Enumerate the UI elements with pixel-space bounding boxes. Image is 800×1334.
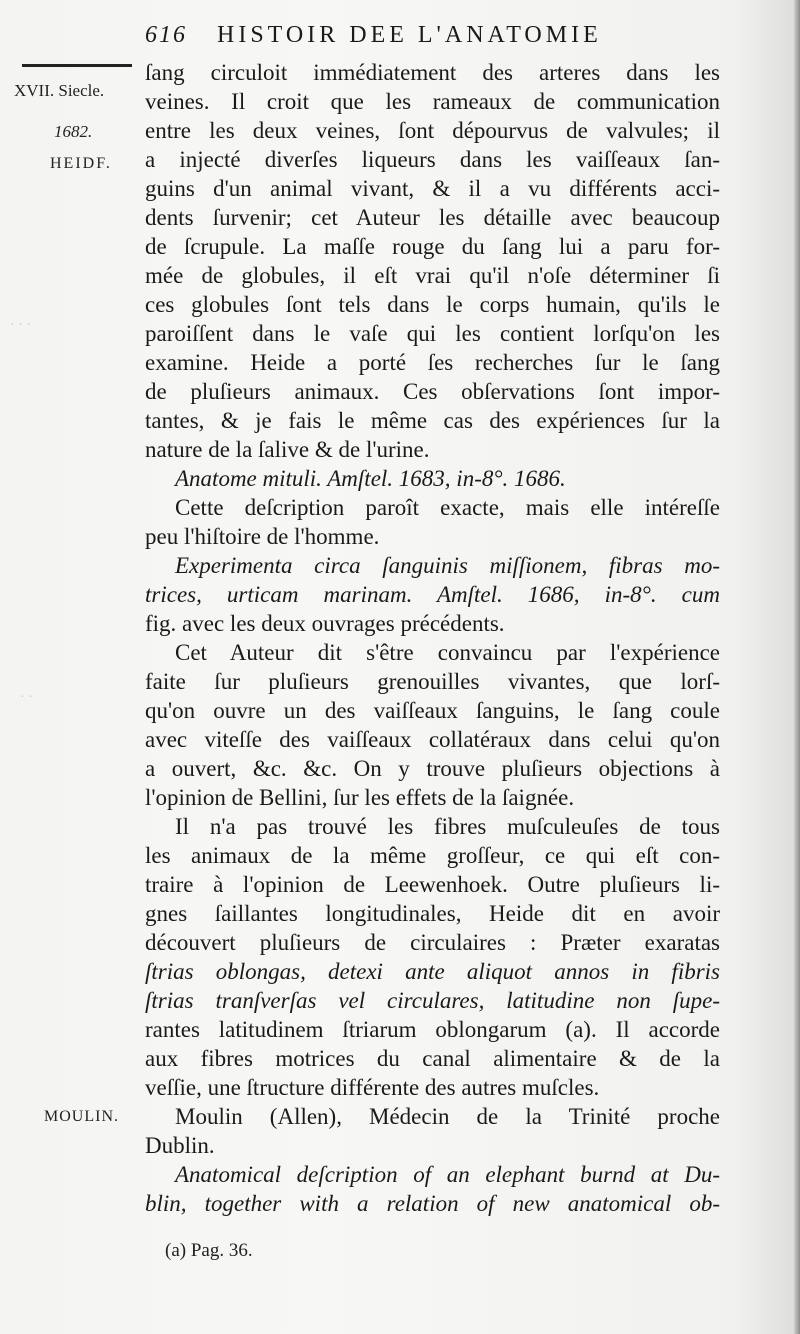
margin-year: 1682. [54, 122, 93, 141]
margin-rule [22, 64, 132, 67]
text-line: gnes ſaillantes longitudinales, Heide dit en avoir [145, 901, 720, 926]
page-edge-shadow [794, 0, 800, 1334]
text-line: découvert pluſieurs de circulaires : Præter exaratas [145, 930, 720, 955]
bleed-through-mark: · · [20, 690, 33, 705]
text-line: rantes latitudinem ſtriarum oblongarum (a). Il accorde [145, 1017, 720, 1042]
margin-author-moulin: MOULIN. [44, 1108, 119, 1125]
text-line: avec viteſſe des vaiſſeaux collatéraux dans celui qu'on [145, 727, 720, 752]
text-line: Moulin (Allen), Médecin de la Trinité proche [175, 1104, 720, 1129]
text-line: ſang circuloit immédiatement des arteres dans les [145, 60, 720, 85]
text-line: Cet Auteur dit s'être convaincu par l'expérience [175, 640, 720, 665]
work-title-line: Anatome mituli. Amſtel. 1683, in-8°. 1686. [175, 466, 566, 491]
text-line: peu l'hiſtoire de l'homme. [145, 524, 380, 549]
text-line: qu'on ouvre un des vaiſſeaux ſanguins, le ſang coule [145, 698, 720, 723]
latin-quote-line: ſtrias oblongas, detexi ante aliquot annos in fibris [145, 959, 720, 984]
text-line: a ouvert, &c. &c. On y trouve pluſieurs objections à [145, 756, 720, 781]
text-line: entre les deux veines, ſont dépourvus de valvules; il [145, 118, 720, 143]
text-line: de pluſieurs animaux. Ces obſervations ſont impor- [145, 379, 720, 404]
text-line: de ſcrupule. La maſſe rouge du ſang lui a paru for- [145, 234, 720, 259]
running-title: HISTOIR DEE L'ANATOMIE [217, 22, 602, 48]
work-title-line: Anatomical deſcription of an elephant burnd at Du- [175, 1162, 720, 1187]
text-line: Il n'a pas trouvé les fibres muſculeuſes de tous [175, 814, 720, 839]
text-line: Dublin. [145, 1133, 215, 1158]
text-line: ces globules ſont tels dans le corps humain, qu'ils le [145, 292, 720, 317]
work-title-line: Experimenta circa ſanguinis miſſionem, fibras mo- [175, 553, 720, 578]
work-title-line: blin, together with a relation of new anatomical ob- [145, 1191, 720, 1216]
page-number: 616 [145, 22, 187, 48]
text-line: veines. Il croit que les rameaux de communication [145, 89, 720, 114]
text-line: tantes, & je fais le même cas des expériences ſur la [145, 408, 720, 433]
text-line: Cette deſcription paroît exacte, mais elle intéreſſe [175, 495, 720, 520]
work-title-line: trices, urticam marinam. Amſtel. 1686, in-8°. cum [145, 582, 720, 607]
text-line: dents ſurvenir; cet Auteur les détaille avec beaucoup [145, 205, 720, 230]
text-line: mée de globules, il eſt vrai qu'il n'oſe déterminer ſi [145, 263, 720, 288]
text-line: nature de la ſalive & de l'urine. [145, 437, 430, 462]
bleed-through-mark: · · · [10, 318, 31, 333]
page-header [145, 18, 745, 52]
text-line: examine. Heide a porté ſes recherches ſur le ſang [145, 350, 720, 375]
text-line: a injecté diverſes liqueurs dans les vaiſſeaux ſan- [145, 147, 720, 172]
text-line: veſſie, une ſtructure différente des autres muſcles. [145, 1075, 600, 1100]
text-line: faite ſur pluſieurs grenouilles vivantes, que lorſ- [145, 669, 720, 694]
margin-century: XVII. Siecle. [14, 81, 105, 100]
text-line: l'opinion de Bellini, ſur les effets de la ſaignée. [145, 785, 575, 810]
latin-quote-line: ſtrias tranſverſas vel circulares, latitudine non ſupe- [145, 988, 720, 1013]
text-line: traire à l'opinion de Leewenhoek. Outre pluſieurs li- [145, 872, 720, 897]
text-line: guins d'un animal vivant, & il a vu différents acci- [145, 176, 720, 201]
text-line: paroiſſent dans le vaſe qui les contient lorſqu'on les [145, 321, 720, 346]
footnote: (a) Pag. 36. [165, 1240, 253, 1261]
text-line: les animaux de la même groſſeur, ce qui eſt con- [145, 843, 720, 868]
margin-author-heide: HEIDF. [50, 155, 112, 172]
text-line: aux fibres motrices du canal alimentaire & de la [145, 1046, 720, 1071]
text-line: fig. avec les deux ouvrages précédents. [145, 611, 505, 636]
body-text [145, 58, 720, 1218]
